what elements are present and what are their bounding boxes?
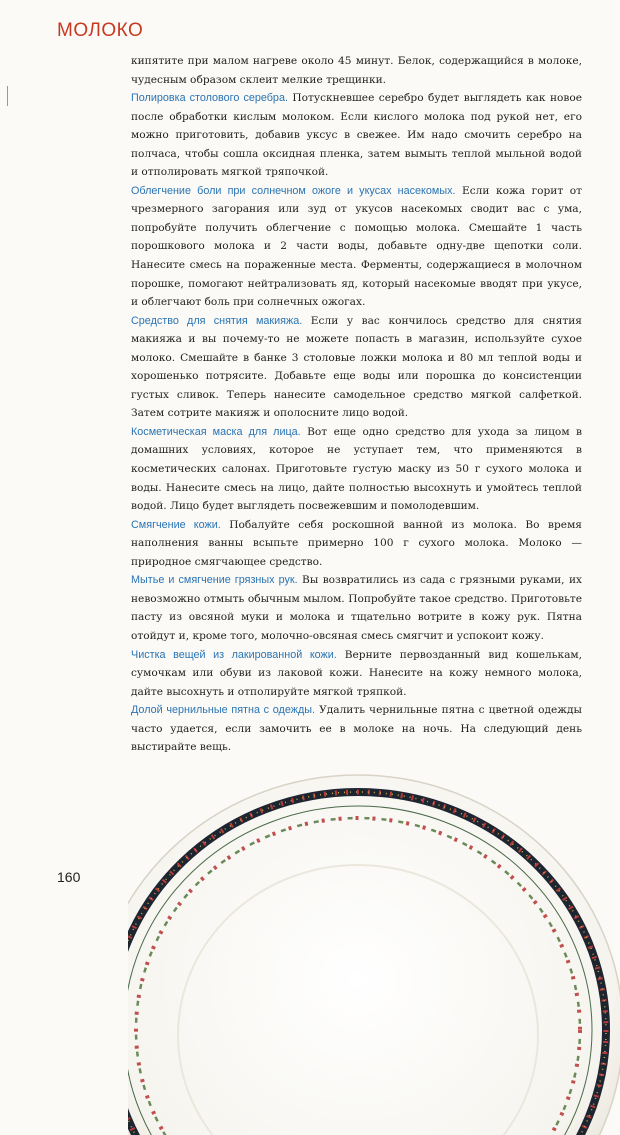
section-silver bbox=[131, 89, 582, 182]
intro-paragraph: кипятите при малом нагреве около 45 минут. Белок, содержащийся в молоке, чудесным образом склеит мелкие трещинки. bbox=[131, 55, 582, 86]
section-text: Верните первозданный вид кошелькам, сумочкам или обуви из лаковой кожи. Нанесите на кожу немного молока, дайте высохнуть и отполируйте мягкой тряпкой. bbox=[131, 648, 582, 698]
page-header: МОЛОКО bbox=[57, 20, 144, 41]
article-body bbox=[131, 52, 582, 757]
section-heading: Облегчение боли при солнечном ожоге и укусах насекомых. bbox=[131, 184, 456, 197]
plate-rim bbox=[128, 775, 620, 1135]
section-heading: Долой чернильные пятна с одежды. bbox=[131, 704, 315, 717]
section-makeup-removal bbox=[131, 312, 582, 423]
section-text: Если кожа горит от чрезмерного загорания или зуд от укусов насекомых сводит вас с ума, попробуйте получить облегчение с помощью молока. Смешайте 1 часть порошкового молока и 2 части воды, добавьте одну-две щепотки соли. Нанесите смесь на пораженные места. Ферменты, содержащиеся в молочном порошке, помогают нейтрализовать яд, который насекомые вводят при укусе, и облегчают боль при солнечных ожогах. bbox=[131, 184, 583, 309]
section-heading: Средство для снятия макияжа. bbox=[131, 314, 303, 327]
section-text: Потускневшее серебро будет выглядеть как новое после обработки кислым молоком. Если кислого молока под рукой нет, его можно приготовить, добавив уксус в свежее. Им надо смочить серебро на полчаса, чтобы сошла оксидная пленка, затем вымыть теплой мыльной водой и отполировать мягкой тряпочкой. bbox=[131, 92, 583, 179]
section-text: Если у вас кончилось средство для снятия макияжа и вы почему-то не можете попасть в магазин, используйте сухое молоко. Смешайте в банке 3 столовые ложки молока и 80 мл теплой воды и хорошенько потрясите. Добавьте еще воды или порошка до консистенции густых сливок. Теперь нанесите самодельное средство мягкой салфеткой. Затем сотрите макияж и ополосните лицо водой. bbox=[131, 314, 582, 420]
section-text: Удалить чернильные пятна с цветной одежды часто удается, если замочить ее в молоке на ночь. На следующий день выстирайте вещь. bbox=[131, 704, 582, 754]
plate-illustration bbox=[128, 755, 620, 1135]
section-heading: Косметическая маска для лица. bbox=[131, 425, 301, 438]
section-heading: Чистка вещей из лакированной кожи. bbox=[131, 648, 337, 661]
section-sunburn bbox=[131, 182, 582, 312]
section-face-mask bbox=[131, 423, 582, 516]
section-ink-stains bbox=[131, 701, 582, 757]
section-dirty-hands bbox=[131, 571, 582, 645]
section-text: Вот еще одно средство для ухода за лицом в домашних условиях, которое не уступает тем, что применяются в косметических салонах. Приготовьте густую маску из 50 г сухого молока и воды. Нанесите смесь на лицо, дайте полностью высохнуть и умойтесь теплой водой. Лицо будет выглядеть посвежевшим и помолодевшим. bbox=[131, 425, 582, 513]
section-heading: Полировка столового серебра. bbox=[131, 92, 288, 105]
section-text: Вы возвратились из сада с грязными руками, их невозможно отмыть обычным мылом. Попробуйте такое средство. Приготовьте пасту из овсяной муки и молока и тщательно вотрите в кожу рук. Пятна отойдут и, кроме того, молочно-овсяная смесь смягчит и успокоит кожу. bbox=[131, 574, 582, 642]
section-skin-softening bbox=[131, 516, 582, 572]
margin-mark bbox=[7, 86, 8, 106]
section-heading: Смягчение кожи. bbox=[131, 518, 221, 531]
section-heading: Мытье и смягчение грязных рук. bbox=[131, 574, 298, 587]
page-number: 160 bbox=[57, 869, 81, 885]
section-text: Побалуйте себя роскошной ванной из молока. Во время наполнения ванны всыпьте примерно 100 г сухого молока. Молоко — природное смягчающее средство. bbox=[131, 518, 582, 568]
section-patent-leather bbox=[131, 646, 582, 702]
